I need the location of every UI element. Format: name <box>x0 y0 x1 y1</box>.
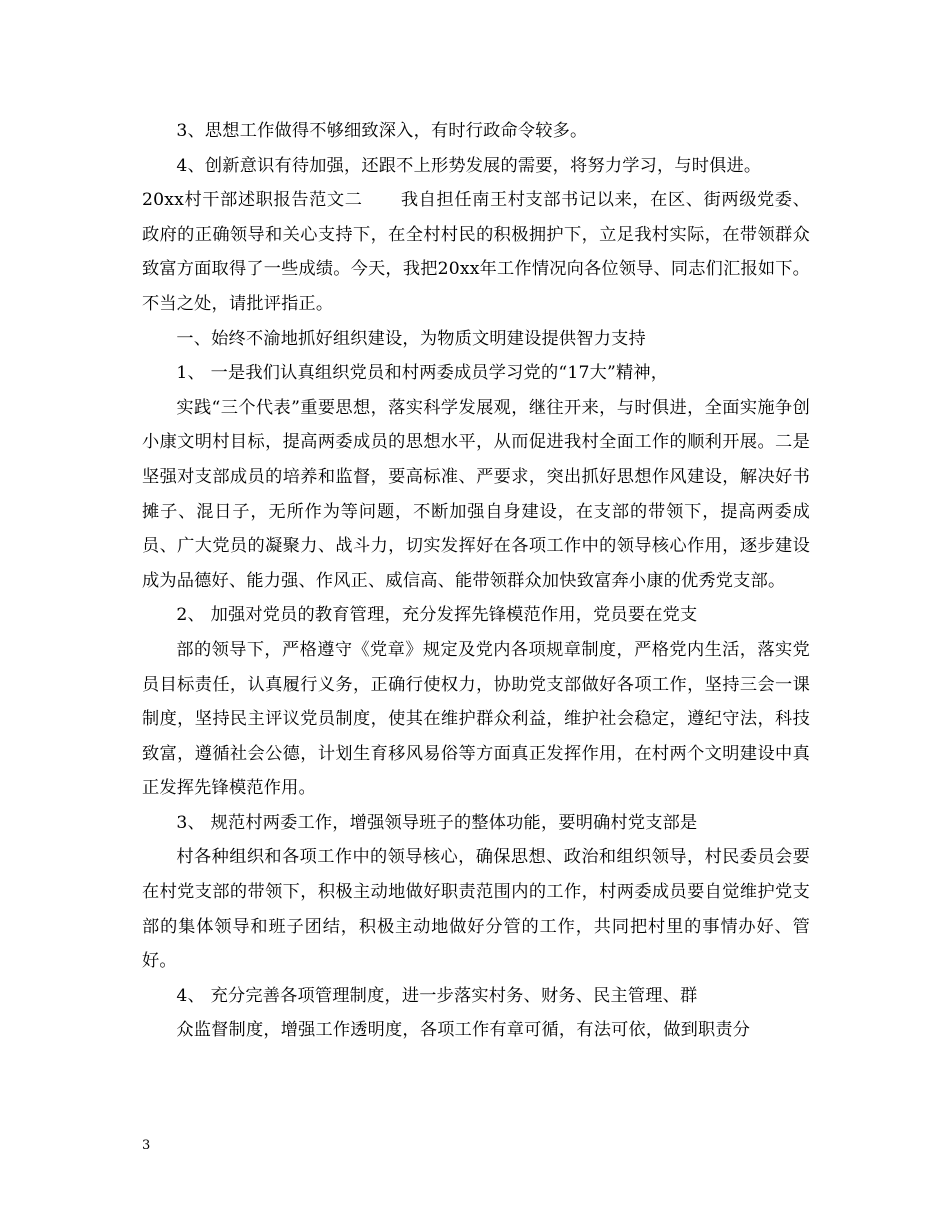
item-1-heading: 1、 一是我们认真组织党员和村两委成员学习党的“17大”精神， <box>176 363 669 384</box>
item-2-body: 部的领导下，严格遵守《党章》规定及党内各项规章制度，严格党内生活，落实党员目标责任，认真履行义务，正确行使权力，协助党支部做好各项工作，坚持三会一课制度，坚持民主评议党员制度，使其在维护群众利益，维护社会稳定，遵纪守法，科技致富，遵循社会公德，计划生育移风易俗等方面真正发挥作用，在村两个文明建设中真正发挥先锋模范作用。 <box>142 639 810 799</box>
item-2-heading: 2、 加强对党员的教育管理，充分发挥先锋模范作用，党员要在党支 <box>176 605 698 626</box>
paragraph-shortcoming-4: 4、创新意识有待加强，还跟不上形势发展的需要，将努力学习，与时俱进。 <box>176 155 762 176</box>
paragraph-report-intro <box>142 183 810 321</box>
item-1-body: 实践“三个代表”重要思想，落实科学发展观，继往开来，与时俱进，全面实施争创小康文明村目标，提高两委成员的思想水平，从而促进我村全面工作的顺利开展。二是坚强对支部成员的培养和监督，要高标准、严要求，突出抓好思想作风建设，解决好书摊子、混日子，无所作为等问题，不断加强自身建设，在支部的带领下，提高两委成员、广大党员的凝聚力、战斗力，切实发挥好在各项工作中的领导核心作用，逐步建设成为品德好、能力强、作风正、威信高、能带领群众加快致富奔小康的优秀党支部。 <box>142 397 810 591</box>
item-4-body: 众监督制度，增强工作透明度，各项工作有章可循，有法可依，做到职责分 <box>176 1020 751 1041</box>
report-title: 20xx村干部述职报告范文二 <box>142 190 363 211</box>
item-3-body: 村各种组织和各项工作中的领导核心，确保思想、政治和组织领导，村民委员会要在村党支部的带领下，积极主动地做好职责范围内的工作，村两委成员要自觉维护党支部的集体领导和班子团结，积极主动地做好分管的工作，共同把村里的事情办好、管好。 <box>142 847 810 972</box>
paragraph-shortcoming-3: 3、思想工作做得不够细致深入，有时行政命令较多。 <box>176 121 588 141</box>
section-heading-1: 一、始终不渝地抓好组织建设，为物质文明建设提供智力支持 <box>176 328 646 349</box>
document-body <box>142 114 810 1048</box>
item-3-heading: 3、 规范村两委工作，增强领导班子的整体功能，要明确村党支部是 <box>176 812 698 833</box>
report-intro-text: 我自担任南王村支部书记以来，在区、街两级党委、政府的正确领导和关心支持下，在全村村民的积极拥护下，立足我村实际，在带领群众致富方面取得了一些成绩。今天，我把20xx年工作情况向各位领导、同志们汇报如下。不当之处，请批评指正。 <box>142 190 811 314</box>
page-number: 3 <box>142 1138 151 1153</box>
item-4-heading: 4、 充分完善各项管理制度，进一步落实村务、财务、民主管理、群 <box>176 985 698 1006</box>
